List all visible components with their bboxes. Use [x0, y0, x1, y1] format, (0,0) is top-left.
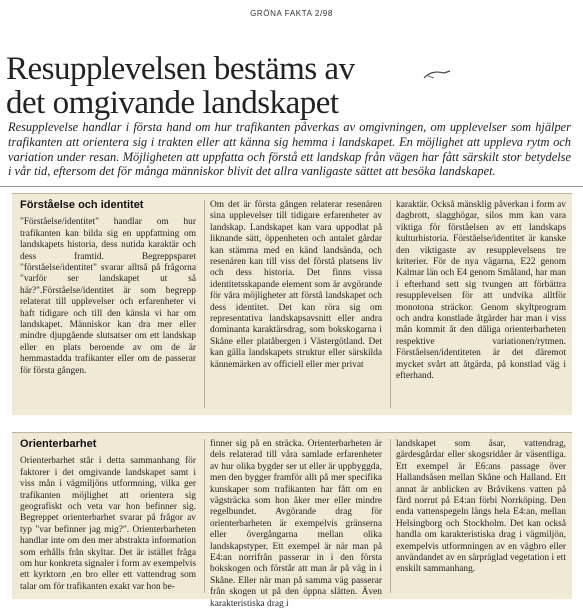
info-box-orienterbarhet — [12, 432, 572, 609]
box1-col3-text: karaktär. Också mänsklig påverkan i form av dagbrott, slagghögar, silos mm kan vara viktiga för förståelsen av ett landskaps kulturhistoria. Förståelse/identitet är kanske den viktigaste av resupplevelsens tre kriterier. För de nya vägarna, E22 genom Kalmar län och E4 genom Småland, har man i efterhand sett sig tvungen att förbättra resupplevelsen för att undvika alltför monotona sträckor. Genom skyltprogram och andra konstlade åtgärder har man i viss mån kommit åt den dåliga orienterbarheten respektive variationen/rytmen. Förståelsen/identiteten är det däremot mycket svårt att åtgärda, på konstlad väg i efterhand. — [396, 200, 566, 382]
column-divider — [204, 439, 205, 593]
article-headline — [6, 52, 476, 120]
box1-title: Förståelse och identitet — [20, 199, 144, 211]
info-box-forstaelse — [12, 193, 572, 415]
headline-line-1: Resupplevelsen bestäms av — [6, 51, 355, 88]
box1-column-2 — [210, 200, 382, 371]
publication-kicker: GRÖNA FAKTA 2/98 — [250, 9, 333, 18]
box2-col1-text: Orienterbarhet står i detta sammanhang för faktorer i det omgivande landskapet samt i viss mån i vägmiljöns utformning, vilka ger trafikanten möjlighet att orientera sig geografiskt och veta var hon befinner sig. Begreppet orienterbarhet svarar på frågor av typ "var befinner jag mig?". Orienterbarheten handlar inte om den mer abstrakta information som erhålls från skyltar. Det är istället fråga om hur konkreta signaler i form av exempelvis ett kyrktorn ,en bro eller ett vattendrag som talar om för trafikanten exakt var hon be- — [20, 456, 196, 592]
decorative-mark-icon — [422, 66, 452, 82]
column-divider — [390, 200, 391, 408]
box2-col2-text: finner sig på en sträcka. Orienterbarheten är dels relaterad till våra samlade erfarenheter av hur olika bygder ser ut eller är uppbyggda, men den bygger framför allt på mer specifika kunskaper som trafikanten har fått om en vägsträcka som hon åker mer eller mindre regelbundet. Avgörande drag för orienterbarheten är exempelvis gränserna eller övergångarna mellan olika landskapstyper. Ett exempel är när man på E4:an norrifrån passerar in i den första bokskogen och förstår att man är på väg in i Skåne. Eller när man på samma väg passerar från skogen ut på den öppna slätten. Även karakteristiska drag i — [210, 439, 382, 609]
headline-line-2: det omgivande landskapet — [6, 85, 339, 122]
box2-column-3 — [396, 439, 566, 576]
box2-column-2 — [210, 439, 382, 610]
section-divider — [0, 186, 583, 187]
lead-paragraph: Resupplevelse handlar i första hand om hur trafikanten påverkas av omgivningen, om upplevelser som hjälper trafikanten att orientera sig i trakten eller att känna sig hemma i landskapet. En möjlighet att uppleva rytm och variation under resan. Möjligheten att uppfatta och förstå ett landskap från vägen har fått särskilt stor betydelse i vår tid, eftersom det för många människor blivit det allra vanligaste sättet att besöka landskapet. — [8, 120, 571, 179]
box2-col3-text: landskapet som åsar, vattendrag, gärdesgårdar eller skogsridåer är väsentliga. Ett exempel är E6:ans passage över Hallandsåsen mellan Skåne och Halland. Ett annat är anblicken av Bråvikens vatten på färd norrut på E4:an förbi Norrköping. Den enda vattenspegeln längs hela E4:an, mellan Helsingborg och Stockholm. Det kan också handla om karakteristiska drag i vägmiljön, exempelvis utformningen av en vägbro eller användandet av en särpräglad vegetation i ett enskilt sammanhang. — [396, 439, 566, 575]
box1-col2-text: Om det är första gången relaterar resenären sina upplevelser till tidigare erfarenheter av landskap. Landskapet kan vara uppodlat på liknande sätt, öppenheten och antalet gårdar kan stämma med en känd landsända, och resenären kan till viss del förstå platsens liv och dess historia. Det finns vissa identitetsskapande element som är avgörande för våra möjligheter att förstå landskapet och dess identitet. Det kan röra sig om representativa landskapsavsnitt eller andra dominanta karaktärsdrag, som bokskogarna i Skåne eller platåbergen i Västergötland. Det kan gälla landskapets struktur eller särskilda kännemärken av officiell eller mer privat — [210, 200, 382, 370]
column-divider — [390, 439, 391, 593]
column-divider — [204, 200, 205, 408]
box1-column-1 — [20, 200, 196, 377]
box2-title: Orienterbarhet — [20, 438, 97, 450]
box2-column-1 — [20, 439, 196, 593]
box1-column-3 — [396, 200, 566, 383]
box1-col1-text: "Förståelse/identitet" handlar om hur trafikanten kan bilda sig en uppfattning om landskapets historia, dess nutida karaktär och dess framtid. Begreppsparet "förståelse/identitet" svarar alltså på frågorna "varför ser landskapet ut så här?".Förståelse/identitet är som begrepp relaterat till upplevelser och erfarenheter vi haft tidigare och till den känsla vi har om landskapet. Människor kan dra mer eller mindre djupgående slutsatser om ett landskap eller en plats beroende av om de är hemmastadda trafikanter eller om de passerar för första gången. — [20, 217, 196, 376]
